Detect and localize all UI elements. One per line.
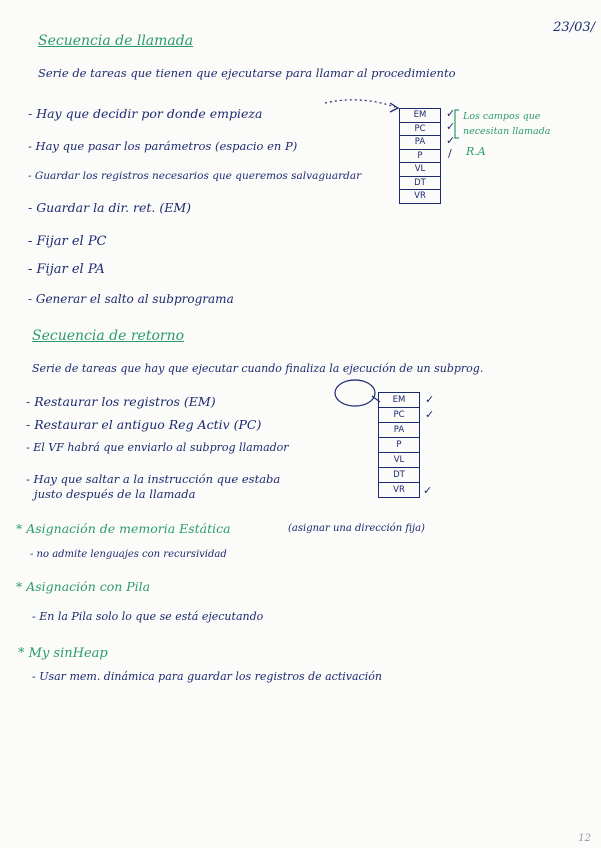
section-title: * My sinHeap	[18, 646, 108, 661]
stack-cell: EM	[379, 393, 419, 408]
return-item: - Restaurar el antiguo Reg Activ (PC)	[26, 417, 262, 432]
return-item: - El VF habrá que enviarlo al subprog llamador	[26, 441, 289, 454]
section-title: * Asignación con Pila	[16, 579, 151, 594]
return-title: Secuencia de retorno	[32, 328, 185, 344]
page-date: 23/03/	[553, 20, 595, 35]
stack-cell: PA	[379, 423, 419, 438]
call-item: - Guardar los registros necesarios que queremos salvaguardar	[28, 170, 362, 182]
stack-cell: DT	[379, 468, 419, 483]
call-title: Secuencia de llamada	[38, 33, 194, 49]
section-title: * Asignación de memoria Estática	[16, 521, 231, 536]
check-icon: ✓	[446, 107, 456, 120]
stack-cell: DT	[400, 177, 440, 191]
stack-cell: EM	[400, 109, 440, 123]
stack-cell: PA	[400, 136, 440, 150]
return-intro: Serie de tareas que hay que ejecutar cuando finaliza la ejecución de un subprog.	[32, 362, 484, 375]
stack-cell: VR	[393, 485, 405, 495]
arrow-head	[390, 103, 398, 112]
stack-cell: PC	[379, 408, 419, 423]
return-item: - Restaurar los registros (EM)	[26, 394, 216, 409]
call-intro: Serie de tareas que tienen que ejecutarse para llamar al procedimiento	[38, 66, 456, 80]
page-number: 12	[578, 833, 591, 844]
check-icon: ✓	[446, 134, 456, 147]
note-line: R.A	[466, 145, 486, 158]
stack-cell: P	[379, 438, 419, 453]
call-activation-stack	[399, 108, 441, 204]
call-item: - Hay que decidir por donde empieza	[28, 106, 263, 121]
section-body: - Usar mem. dinámica para guardar los registros de activación	[32, 670, 382, 683]
stack-cell: PC	[400, 123, 440, 137]
return-item: - Hay que saltar a la instrucción que estaba	[26, 472, 281, 486]
note-bracket	[455, 110, 459, 138]
note-line: necesitan llamada	[463, 126, 551, 137]
check-icon: ✓	[425, 393, 435, 406]
call-item: - Fijar el PA	[28, 262, 105, 277]
call-item: - Fijar el PC	[28, 234, 107, 249]
circle-mark	[335, 380, 375, 406]
call-item: - Generar el salto al subprograma	[28, 292, 234, 306]
section-body: - no admite lenguajes con recursividad	[30, 549, 227, 560]
stack-cell: VL	[379, 453, 419, 468]
section-aside: (asignar una dirección fija)	[288, 523, 425, 534]
arrow-line	[325, 100, 395, 107]
stack-cell: VR	[414, 191, 426, 201]
check-icon: ✓	[425, 408, 435, 421]
check-icon: ✓	[446, 120, 456, 133]
return-item: justo después de la llamada	[34, 487, 196, 501]
return-activation-stack	[378, 392, 420, 498]
stack-cell: VL	[400, 163, 440, 177]
note-line: Los campos que	[463, 111, 541, 122]
section-body: - En la Pila solo lo que se está ejecutando	[32, 610, 264, 623]
call-item: - Hay que pasar los parámetros (espacio en P)	[28, 139, 298, 153]
check-icon: ✓	[423, 484, 433, 497]
slash-icon: /	[448, 147, 452, 160]
stack-cell: P	[400, 150, 440, 164]
call-item: - Guardar la dir. ret. (EM)	[28, 200, 192, 215]
